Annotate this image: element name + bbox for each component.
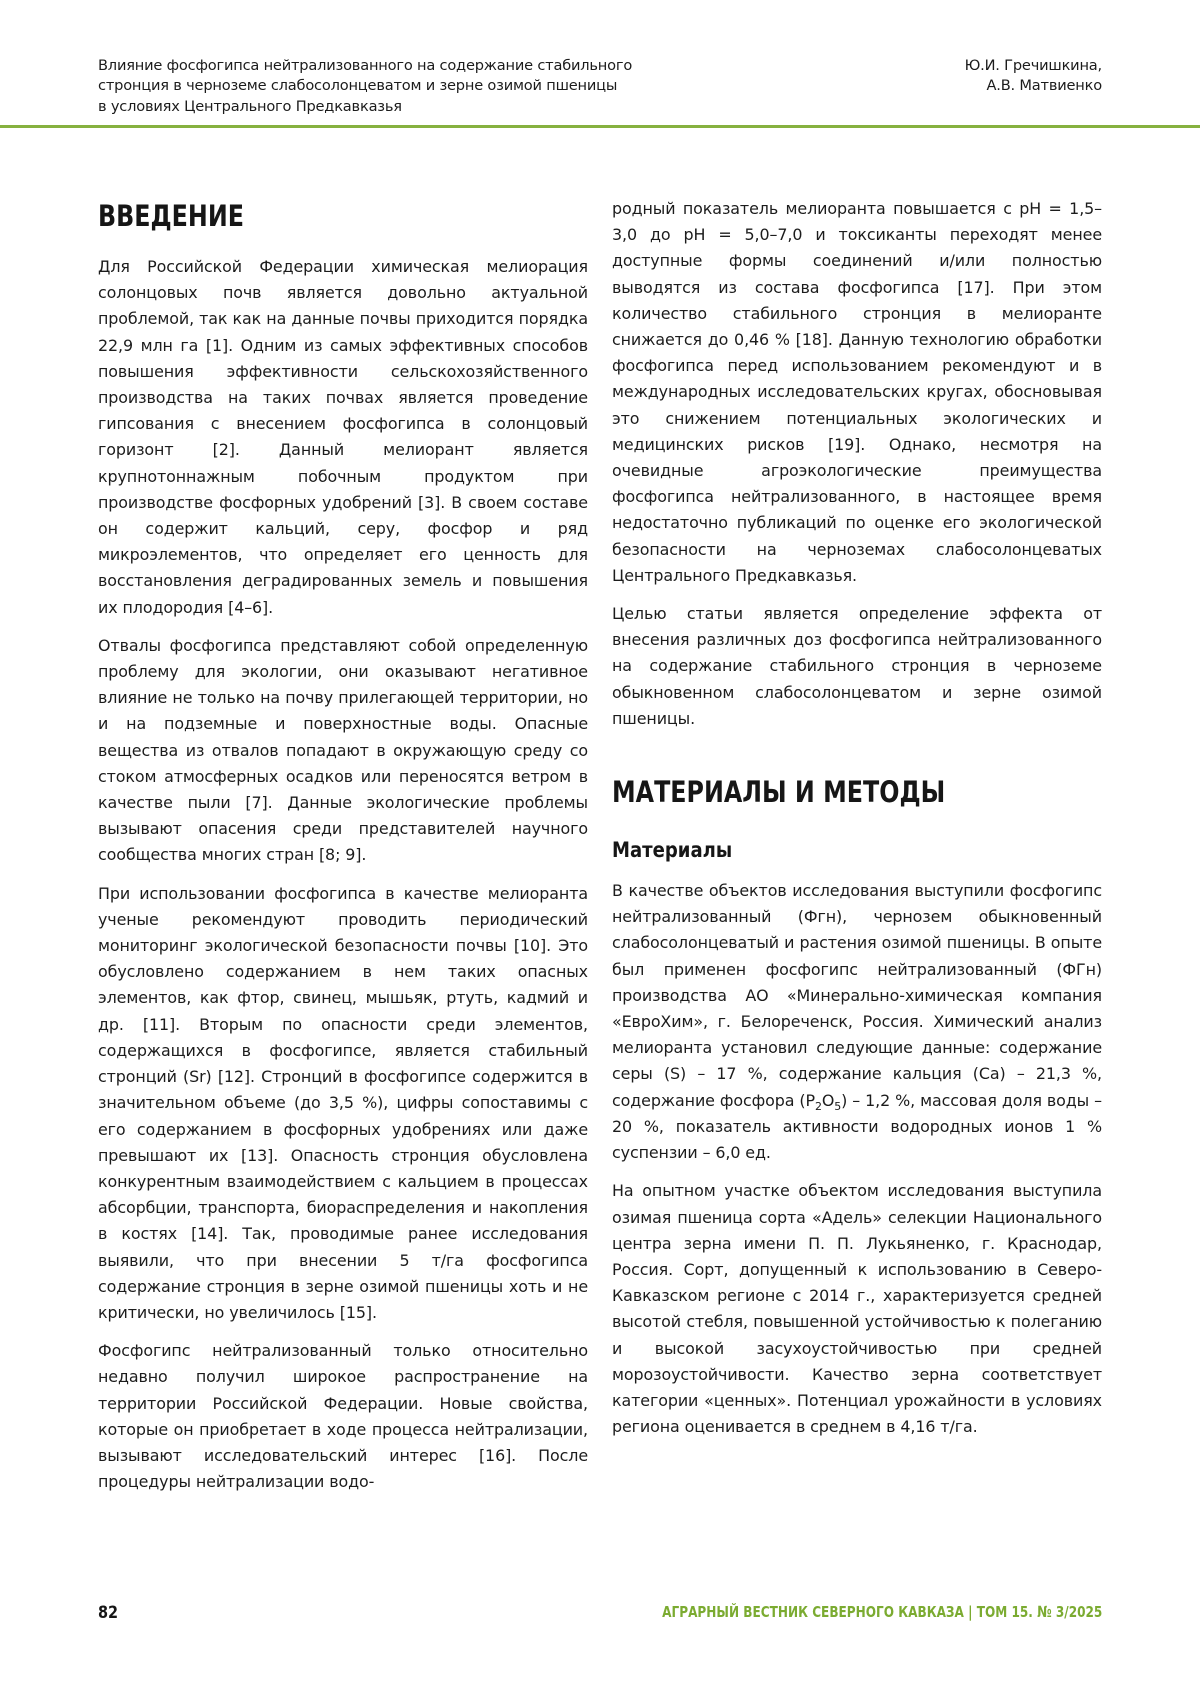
- intro-heading: ВВЕДЕНИЕ: [98, 199, 244, 233]
- running-title: [98, 56, 718, 117]
- running-title-line: Влияние фосфогипса нейтрализованного на содержание стабильного: [98, 57, 633, 74]
- running-title-line: в условиях Центрального Предкавказья: [98, 97, 402, 115]
- author-line: А.В. Матвиенко: [986, 77, 1102, 95]
- running-header: [98, 56, 1102, 117]
- left-column: [98, 196, 588, 1507]
- intro-paragraph-4: Фосфогипс нейтрализованный только относительно недавно получил широкое распространение на территории Российской Федерации. Новые свойства, которые он приобретает в ходе процесса нейтрализации, вызывают исследовательский интерес [16]. После процедуры нейтрализации водо-: [98, 1341, 588, 1492]
- materials-paragraph-2: На опытном участке объектом исследования выступила озимая пшеница сорта «Адель» селекции Национального центра зерна имени П. П. Лукьяненко, г. Краснодар, Россия. Сорт, допущенный к использованию в Северо-Кавказском регионе с 2014 г., характеризуется средней высотой стебля, повышенной устойчивостью к полеганию и высокой засухоустойчивостью при средней морозоустойчивости. Качество зерна соответствует категории «ценных». Потенциал урожайности в условиях региона оценивается в среднем в 4,16 т/га.: [612, 1181, 1102, 1437]
- intro-paragraph-2: Отвалы фосфогипса представляют собой определенную проблему для экологии, они оказывают негативное влияние не только на почву прилегающей территории, но и на подземные и поверхностные воды. Опасные вещества из отвалов попадают в окружающую среду со стоком атмосферных осадков или переносятся ветром в качестве пыли [7]. Данные экологические проблемы вызывают опасения среди представителей научного сообщества многих стран [8; 9].: [98, 635, 588, 865]
- running-authors: [965, 56, 1102, 97]
- methods-heading: МАТЕРИАЛЫ И МЕТОДЫ: [612, 775, 946, 810]
- materials-paragraph-1: [612, 878, 1102, 1166]
- header-divider: [0, 125, 1200, 128]
- intro-paragraph-3: При использовании фосфогипса в качестве мелиоранта ученые рекомендуют проводить периодический мониторинг экологической безопасности почвы [10]. Это обусловлено содержанием в нем таких опасных элементов, как фтор, свинец, мышьяк, ртуть, кадмий и др. [11]. Вторым по опасности среди элементов, содержащихся в фосфогипсе, является стабильный стронций (Sr) [12]. Стронций в фосфогипсе содержится в значительном объеме (до 3,5 %), цифры сопоставимы с его содержанием в фосфорных удобрениях или даже превышают их [13]. Опасность стронция обусловлена конкурентным взаимодействием с кальцием в процессах абсорбции, транспорта, биораспределения и накопления в костях [14]. Так, проводимые ранее исследования выявили, что при внесении 5 т/га фосфогипса содержание стронция в зерне озимой пшеницы хоть и не критически, но увеличилось [15].: [98, 883, 588, 1322]
- author-line: Ю.И. Гречишкина,: [964, 57, 1102, 74]
- materials-text: O: [821, 1090, 835, 1110]
- intro-paragraph-1: Для Российской Федерации химическая мелиорация солонцовых почв является довольно актуальной проблемой, так как на данные почвы приходится порядка 22,9 млн га [1]. Одним из самых эффективных способов повышения эффективности сельскохозяйственного производства на таких почвах является проведение гипсования с внесением фосфогипса в солонцовый горизонт [2]. Данный мелиорант является крупнотоннажным побочным продуктом при производстве фосфорных удобрений [3]. В своем составе он содержит кальций, серу, фосфор и ряд микроэлементов, что определяет его ценность для восстановления деградированных земель и повышения их плодородия [4–6].: [98, 257, 588, 617]
- formula-subscript: 5: [834, 1099, 842, 1113]
- journal-footer: АГРАРНЫЙ ВЕСТНИК СЕВЕРНОГО КАВКАЗА | ТОМ 15. № 3/2025: [661, 1603, 1102, 1621]
- intro-paragraph-aim: Целью статьи является определение эффекта от внесения различных доз фосфогипса нейтрализованного на содержание стабильного стронция в черноземе обыкновенном слабосолонцеватом и зерне озимой пшеницы.: [612, 604, 1102, 728]
- running-title-line: стронция в черноземе слабосолонцеватом и зерне озимой пшеницы: [98, 77, 618, 95]
- materials-text: ) – 1,2 %, массовая доля воды – 20 %, показатель активности водородных ионов 1 % суспензии – 6,0 ед.: [612, 1090, 1102, 1163]
- formula-subscript: 2: [814, 1099, 822, 1113]
- materials-text: В качестве объектов исследования выступили фосфогипс нейтрализованный (Фгн), чернозем обыкновенный слабосолонцеватый и растения озимой пшеницы. В опыте был применен фосфогипс нейтрализованный (ФГн) производства АО «Минерально-химическая компания «ЕвроХим», г. Белореченск, Россия. Химический анализ мелиоранта установил следующие данные: содержание серы (S) – 17 %, содержание кальция (Ca) – 21,3 %, содержание фосфора (P: [612, 881, 1102, 1110]
- intro-paragraph-4-continued: родный показатель мелиоранта повышается с pH = 1,5–3,0 до pH = 5,0–7,0 и токсиканты переходят менее доступные формы соединений и/или полностью выводятся из состава фосфогипса [17]. При этом количество стабильного стронция в мелиоранте снижается до 0,46 % [18]. Данную технологию обработки фосфогипса перед использованием рекомендуют и в международных исследовательских кругах, обосновывая это снижением потенциальных экологических и медицинских рисков [19]. Однако, несмотря на очевидные агроэкологические преимущества фосфогипса нейтрализованного, в настоящее время недостаточно публикаций по оценке его экологической безопасности на черноземах слабосолонцеватых Центрального Предкавказья.: [612, 199, 1102, 585]
- page-number: 82: [98, 1603, 119, 1623]
- right-column: [612, 196, 1102, 1452]
- materials-subheading: Материалы: [612, 838, 733, 863]
